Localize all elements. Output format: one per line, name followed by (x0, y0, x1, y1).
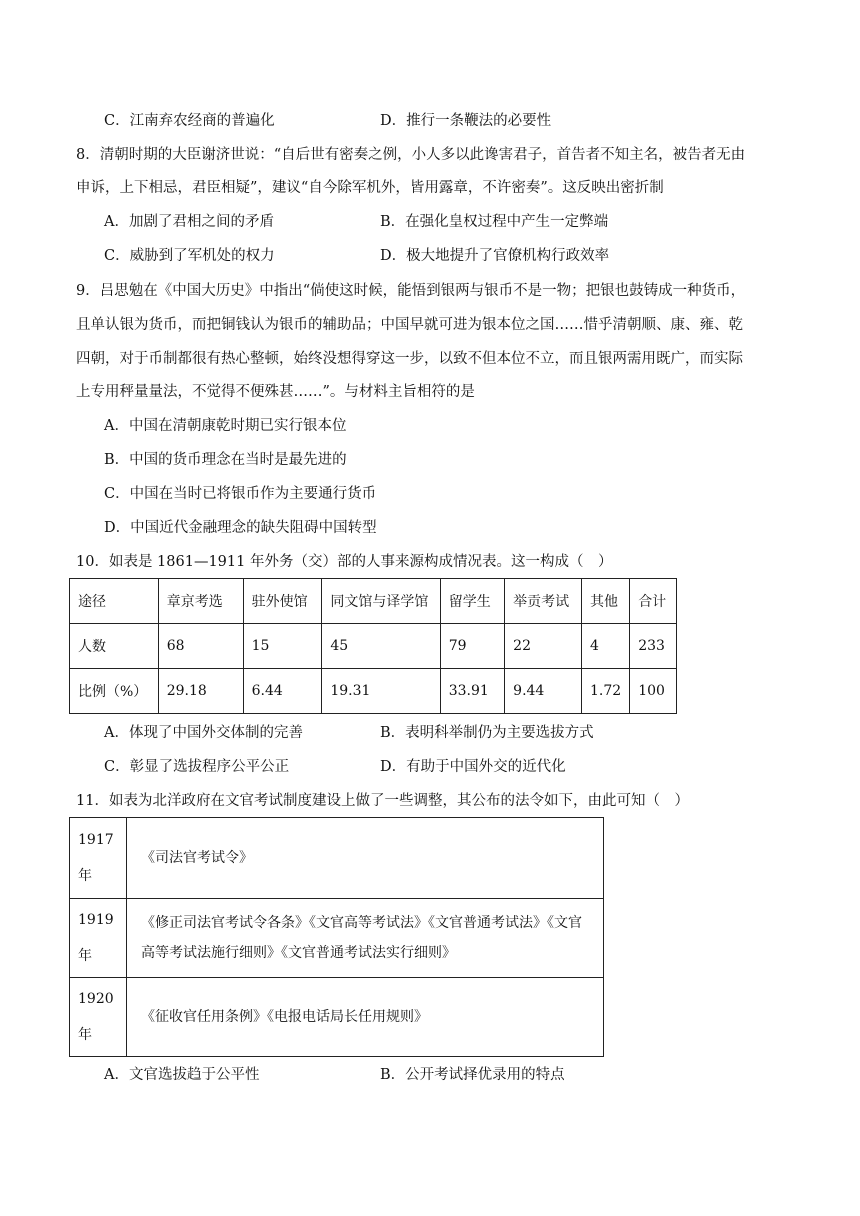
table-header-row (70, 579, 677, 624)
year-number: 1920 (78, 991, 114, 1007)
table-cell: 驻外使馆 (243, 579, 322, 624)
table-cell: 举贡考试 (505, 579, 582, 624)
q8-stem-line2: 申诉，上下相忌，君臣相疑”，建议“自今除军机外，皆用露章，不许密奏”。这反映出密折制 (76, 180, 664, 196)
table-cell: 9.44 (505, 669, 582, 714)
q9-stem-line4: 上专用秤量量法，不觉得不便殊甚……”。与材料主旨相符的是 (76, 384, 475, 400)
table-cell: 6.44 (243, 669, 322, 714)
civil-exam-law-table (69, 817, 604, 1057)
table-cell: 45 (322, 624, 440, 669)
q7-option-c: C．江南弃农经商的普遍化 (104, 113, 275, 129)
table-cell: 33.91 (440, 669, 504, 714)
table-row (70, 899, 604, 978)
q9-option-b: B．中国的货币理念在当时是最先进的 (104, 452, 347, 468)
table-row (70, 669, 677, 714)
table-cell: 1.72 (582, 669, 630, 714)
q10-option-a: A．体现了中国外交体制的完善 (104, 725, 303, 741)
table-cell: 15 (243, 624, 322, 669)
q9-option-d: D．中国近代金融理念的缺失阻碍中国转型 (104, 520, 377, 536)
q10-stem: 10．如表是 1861—1911 年外务（交）部的人事来源构成情况表。这一构成（ ） (76, 554, 613, 570)
year-cell (70, 899, 127, 978)
q10-option-d: D．有助于中国外交的近代化 (380, 759, 566, 775)
table-cell: 合计 (630, 579, 677, 624)
table-cell: 22 (505, 624, 582, 669)
table-cell: 100 (630, 669, 677, 714)
q8-stem-line1: 8．清朝时期的大臣谢济世说：“自后世有密奏之例，小人多以此谗害君子，首告者不知主名，被告者无由 (76, 147, 746, 163)
laws-cell: 《修正司法官考试令各条》《文官高等考试法》《文官普通考试法》《文官高等考试法施行细则》《文官普通考试法实行细则》 (127, 899, 604, 978)
q11-option-a: A．文官选拔趋于公平性 (104, 1067, 260, 1083)
q8-option-d: D．极大地提升了官僚机构行政效率 (380, 248, 610, 264)
table-cell: 68 (158, 624, 243, 669)
q9-option-c: C．中国在当时已将银币作为主要通行货币 (104, 486, 377, 502)
table-row (70, 978, 604, 1057)
q8-option-a: A．加剧了君相之间的矛盾 (104, 214, 274, 230)
q9-stem-line3: 四朝，对于币制都很有热心整顿，始终没想得穿这一步，以致不但本位不立，而且银两需用既广，而实际 (76, 351, 743, 367)
table-cell: 29.18 (158, 669, 243, 714)
year-number: 1917 (78, 832, 114, 848)
laws-cell: 《司法官考试令》 (127, 818, 604, 899)
table-cell: 留学生 (440, 579, 504, 624)
year-suffix: 年 (78, 1027, 92, 1043)
q7-option-d: D．推行一条鞭法的必要性 (380, 113, 552, 129)
year-suffix: 年 (78, 868, 92, 884)
table-cell: 章京考选 (158, 579, 243, 624)
table-cell: 233 (630, 624, 677, 669)
q8-option-c: C．威胁到了军机处的权力 (104, 248, 275, 264)
q10-option-b: B．表明科举制仍为主要选拔方式 (380, 725, 594, 741)
q10-option-c: C．彰显了选拔程序公平公正 (104, 759, 290, 775)
laws-cell: 《征收官任用条例》《电报电话局长任用规则》 (127, 978, 604, 1057)
year-cell (70, 978, 127, 1057)
table-cell: 比例（%） (70, 669, 159, 714)
q9-option-a: A．中国在清朝康乾时期已实行银本位 (104, 418, 347, 434)
q11-stem: 11．如表为北洋政府在文官考试制度建设上做了一些调整，其公布的法令如下，由此可知（ ） (76, 793, 689, 809)
table-cell: 途径 (70, 579, 159, 624)
table-cell: 79 (440, 624, 504, 669)
personnel-source-table (69, 578, 677, 714)
q9-stem-line2: 且单认银为货币，而把铜钱认为银币的辅助品；中国早就可进为银本位之国……惜乎清朝顺、康、雍、乾 (76, 317, 743, 333)
table-cell: 19.31 (322, 669, 440, 714)
q11-option-b: B．公开考试择优录用的特点 (380, 1067, 565, 1083)
table-row (70, 624, 677, 669)
q8-option-b: B．在强化皇权过程中产生一定弊端 (380, 214, 609, 230)
table-row (70, 818, 604, 899)
table-cell: 人数 (70, 624, 159, 669)
q9-stem-line1: 9．吕思勉在《中国大历史》中指出“倘使这时候，能悟到银两与银币不是一物；把银也鼓铸成一种货币， (76, 283, 746, 299)
table-cell: 4 (582, 624, 630, 669)
year-suffix: 年 (78, 948, 92, 964)
table-cell: 同文馆与译学馆 (322, 579, 440, 624)
year-cell (70, 818, 127, 899)
table-cell: 其他 (582, 579, 630, 624)
year-number: 1919 (78, 912, 114, 928)
